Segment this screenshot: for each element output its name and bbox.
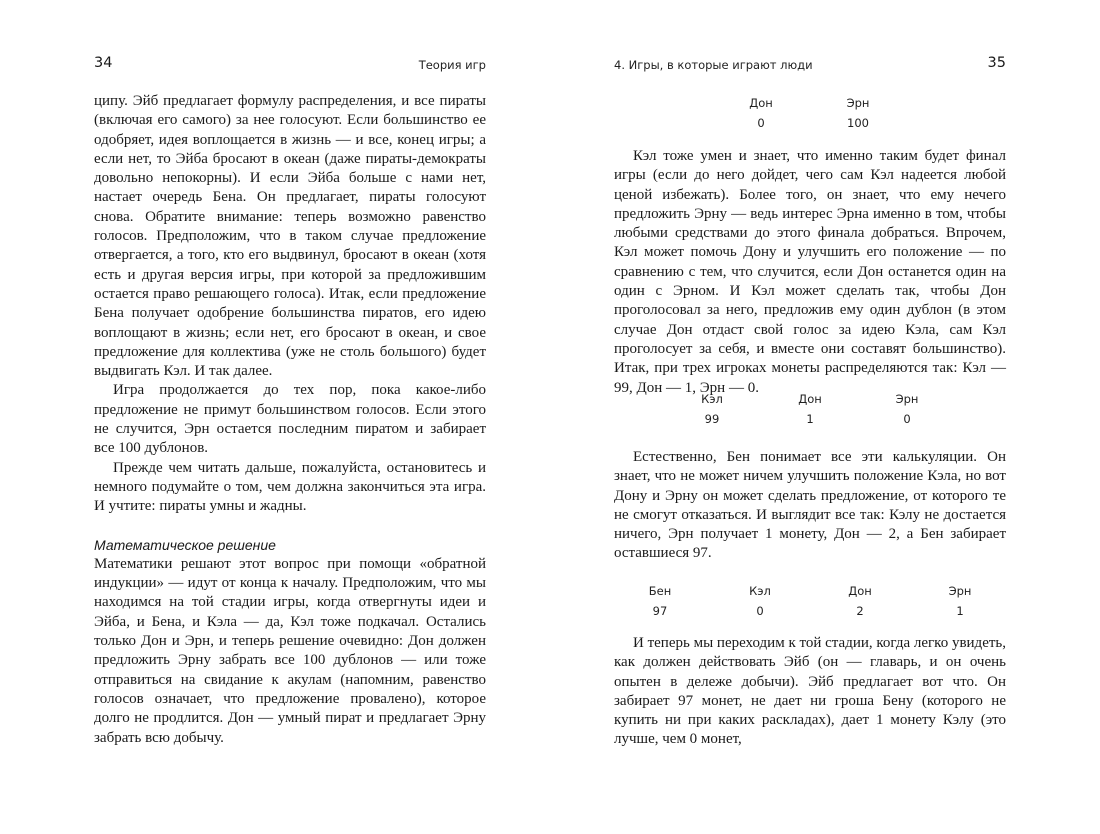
page-number: 35 xyxy=(987,55,1006,71)
page-number: 34 xyxy=(94,55,113,71)
table-value: 0 xyxy=(903,412,911,426)
table-header: Кэл xyxy=(749,584,771,598)
table-header: Бен xyxy=(648,584,672,598)
paragraph: Математики решают этот вопрос при помощи «обратной индукции» — идут от конца к началу. Предположим, что мы находимся на той стадии игры, когда отвергнуты идеи и Эйба, и Бена, и Кэла — да, Кэл тоже подкачал. Остались только Дон и Эрн, и теперь решение очевидно: Дон должен предложить Эрну забрать все 100 дублонов — или тоже отправиться на свидание к акулам (напомним, равенство голосов означает, что предложение провалено), которое долго не продлится. Дон — умный пират и предлагает Эрну забрать всю добычу. xyxy=(94,555,486,746)
left-page-header xyxy=(94,54,486,74)
paragraph: ципу. Эйб предлагает формулу распределения, и все пираты (включая его самого) за нее голосуют. Если большинство ее одобряет, идея воплощается в жизнь — и все, конец игры; а если нет, то Эйба бросают в океан (даже пираты-демократы довольно непокорны). И если Эйба больше с нами нет, настает очередь Бена. Он предлагает, пираты голосуют снова. Обратите внимание: теперь возможно равенство голосов. Предположим, что в таком случае предложение отвергается, а того, кто его выдвинул, бросают в океан (хотя есть и другая версия игры, при которой за предложившим остается право решающего голоса). Итак, если предложение Бена получает одобрение большинства пиратов, его идею воплощают в жизнь; если нет, его бросают в океан, и свое предложение для коллектива (уже не столь большого) будет выдвигать Кэл. И так далее. xyxy=(94,93,486,380)
running-head: Теория игр xyxy=(418,58,486,72)
table-value: 0 xyxy=(756,604,764,618)
table-header: Кэл xyxy=(701,392,723,406)
distribution-table-four-pirates xyxy=(614,584,1006,624)
table-header: Эрн xyxy=(948,584,972,598)
running-head: 4. Игры, в которые играют люди xyxy=(614,58,813,72)
table-value: 2 xyxy=(856,604,864,618)
table-header: Дон xyxy=(749,96,773,110)
table-header: Дон xyxy=(848,584,872,598)
paragraph: И теперь мы переходим к той стадии, когда легко увидеть, как должен действовать Эйб (он — главарь, и он очень опытен в дележе добычи). Эйб предлагает вот что. Он забирает 97 монет, не дает ни гроша Бену (которого не купить ни при каких раскладах), дает 1 монету Кэлу (это лучше, чем 0 монет, xyxy=(614,635,1006,748)
table-header: Дон xyxy=(798,392,822,406)
right-page-header xyxy=(614,54,1006,74)
table-header: Эрн xyxy=(895,392,919,406)
table-header: Эрн xyxy=(846,96,870,110)
paragraph: Кэл тоже умен и знает, что именно таким будет финал игры (если до него дойдет, чего сам Кэл надеется любой ценой избежать). Более того, он знает, что ему нечего предложить Эрну — ведь интерес Эрна именно в том, чтобы любыми средствами до этого финала добраться. Впрочем, Кэл может помочь Дону и улучшить его положение — по сравнению с тем, что случится, если Дон останется один на один с Эрном. И Кэл может сделать так, чтобы Дон проголосовал за него, предложив ему один дублон (в этом случае Дон отдаст свой голос за идею Кэла, сам Кэл проголосует за себя, и вместе они составят большинство). Итак, при трех игроках монеты распределяются так: Кэл — 99, Дон — 1, Эрн — 0. xyxy=(614,148,1006,396)
left-page-body xyxy=(94,92,486,748)
paragraph: Прежде чем читать дальше, пожалуйста, остановитесь и немного подумайте о том, чем должна закончиться эта игра. И учтите: пираты умны и жадны. xyxy=(94,459,486,515)
table-value: 97 xyxy=(652,604,668,618)
table-value: 1 xyxy=(806,412,814,426)
paragraph: Естественно, Бен понимает все эти калькуляции. Он знает, что не может ничем улучшить положение Кэла, но вот Дону и Эрну он может сделать предложение, от которого те не смогут отказаться. И выглядит все так: Кэлу не достается ничего, Эрн получает 1 монету, Дон — 2, а Бен забирает оставшиеся 97. xyxy=(614,449,1006,562)
paragraph: Игра продолжается до тех пор, пока какое-либо предложение не примут большинством голосов. Если этого не случится, Эрн остается последним пиратом и забирает все 100 дублонов. xyxy=(94,382,486,457)
distribution-table-two-pirates xyxy=(614,96,1006,136)
table-value: 1 xyxy=(956,604,964,618)
distribution-table-three-pirates xyxy=(614,392,1006,432)
table-value: 100 xyxy=(847,116,869,130)
table-value: 0 xyxy=(757,116,765,130)
table-value: 99 xyxy=(704,412,720,426)
subheading: Математическое решение xyxy=(94,536,276,553)
